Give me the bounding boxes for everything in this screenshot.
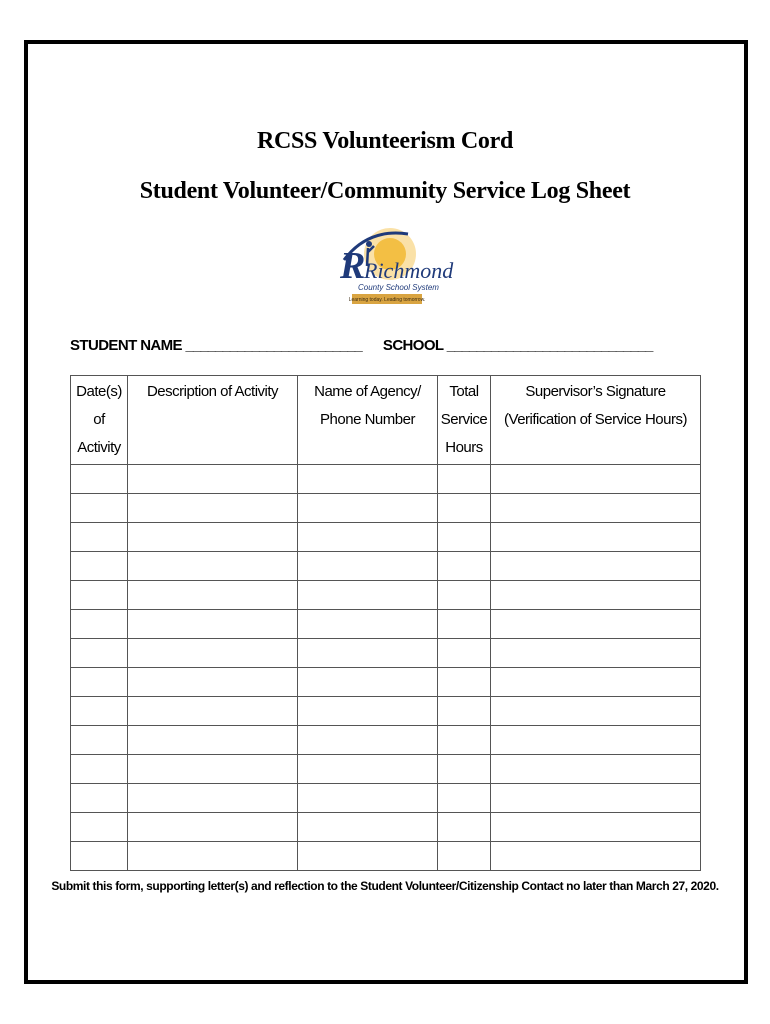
logo-tagline: County School System <box>358 283 439 292</box>
table-row <box>71 726 701 755</box>
cell-agency[interactable] <box>298 552 438 581</box>
cell-agency[interactable] <box>298 610 438 639</box>
cell-hours[interactable] <box>438 755 491 784</box>
school-field[interactable]: ____________________________ <box>446 337 653 354</box>
cell-signature[interactable] <box>491 610 701 639</box>
cell-agency[interactable] <box>298 523 438 552</box>
cell-description[interactable] <box>128 784 298 813</box>
cell-agency[interactable] <box>298 639 438 668</box>
cell-description[interactable] <box>128 755 298 784</box>
cell-description[interactable] <box>128 697 298 726</box>
cell-signature[interactable] <box>491 494 701 523</box>
cell-signature[interactable] <box>491 842 701 871</box>
cell-hours[interactable] <box>438 523 491 552</box>
school-label: SCHOOL <box>382 337 444 354</box>
cell-date[interactable] <box>71 813 128 842</box>
cell-date[interactable] <box>71 784 128 813</box>
cell-date[interactable] <box>71 610 128 639</box>
logo-motto: Learning today. Leading tomorrow. <box>348 297 426 303</box>
page-title: RCSS Volunteerism Cord <box>256 128 514 154</box>
cell-description[interactable] <box>128 552 298 581</box>
cell-description[interactable] <box>128 494 298 523</box>
cell-hours[interactable] <box>438 465 491 494</box>
cell-signature[interactable] <box>491 726 701 755</box>
page-subtitle: Student Volunteer/Community Service Log Sheet <box>139 178 631 204</box>
cell-description[interactable] <box>128 813 298 842</box>
cell-description[interactable] <box>128 610 298 639</box>
col-header-description: Description of Activity <box>128 376 298 465</box>
cell-agency[interactable] <box>298 813 438 842</box>
cell-signature[interactable] <box>491 668 701 697</box>
cell-agency[interactable] <box>298 494 438 523</box>
cell-hours[interactable] <box>438 842 491 871</box>
cell-date[interactable] <box>71 581 128 610</box>
cell-date[interactable] <box>71 697 128 726</box>
cell-description[interactable] <box>128 581 298 610</box>
cell-date[interactable] <box>71 494 128 523</box>
cell-hours[interactable] <box>438 668 491 697</box>
cell-signature[interactable] <box>491 465 701 494</box>
cell-signature[interactable] <box>491 784 701 813</box>
student-name-field[interactable]: ________________________ <box>185 337 362 354</box>
cell-agency[interactable] <box>298 581 438 610</box>
cell-description[interactable] <box>128 465 298 494</box>
cell-signature[interactable] <box>491 581 701 610</box>
student-info-line <box>70 337 652 354</box>
cell-signature[interactable] <box>491 755 701 784</box>
table-row <box>71 755 701 784</box>
cell-signature[interactable] <box>491 523 701 552</box>
table-row <box>71 842 701 871</box>
cell-date[interactable] <box>71 842 128 871</box>
logo-brand-text: Richmond <box>364 258 454 283</box>
cell-agency[interactable] <box>298 755 438 784</box>
table-body <box>71 465 701 871</box>
col-header-agency: Name of Agency/ Phone Number <box>298 376 438 465</box>
cell-hours[interactable] <box>438 552 491 581</box>
table-row <box>71 523 701 552</box>
cell-date[interactable] <box>71 639 128 668</box>
col-header-hours: Total Service Hours <box>438 376 491 465</box>
cell-hours[interactable] <box>438 494 491 523</box>
table-row <box>71 610 701 639</box>
student-name-label: STUDENT NAME <box>70 337 182 354</box>
cell-hours[interactable] <box>438 726 491 755</box>
cell-description[interactable] <box>128 842 298 871</box>
col-header-signature: Supervisor’s Signature (Verification of Service Hours) <box>491 376 701 465</box>
cell-agency[interactable] <box>298 465 438 494</box>
table-row <box>71 784 701 813</box>
table-row <box>71 494 701 523</box>
service-log-table <box>70 375 701 871</box>
cell-description[interactable] <box>128 668 298 697</box>
cell-signature[interactable] <box>491 639 701 668</box>
cell-hours[interactable] <box>438 581 491 610</box>
table-row <box>71 697 701 726</box>
table-row <box>71 552 701 581</box>
table-row <box>71 465 701 494</box>
cell-hours[interactable] <box>438 813 491 842</box>
cell-agency[interactable] <box>298 697 438 726</box>
cell-date[interactable] <box>71 726 128 755</box>
cell-signature[interactable] <box>491 813 701 842</box>
cell-agency[interactable] <box>298 784 438 813</box>
table-row <box>71 639 701 668</box>
cell-date[interactable] <box>71 668 128 697</box>
cell-description[interactable] <box>128 639 298 668</box>
cell-signature[interactable] <box>491 552 701 581</box>
cell-description[interactable] <box>128 523 298 552</box>
cell-hours[interactable] <box>438 610 491 639</box>
cell-hours[interactable] <box>438 784 491 813</box>
col-header-dates: Date(s) of Activity <box>71 376 128 465</box>
table-row <box>71 581 701 610</box>
cell-date[interactable] <box>71 465 128 494</box>
richmond-county-logo <box>338 220 454 312</box>
table-row <box>71 668 701 697</box>
svg-text:R: R <box>340 245 366 287</box>
table-header-row <box>71 376 701 465</box>
cell-description[interactable] <box>128 726 298 755</box>
table-row <box>71 813 701 842</box>
cell-date[interactable] <box>71 552 128 581</box>
cell-agency[interactable] <box>298 726 438 755</box>
cell-agency[interactable] <box>298 842 438 871</box>
cell-hours[interactable] <box>438 639 491 668</box>
cell-date[interactable] <box>71 523 128 552</box>
cell-signature[interactable] <box>491 697 701 726</box>
cell-hours[interactable] <box>438 697 491 726</box>
submission-note: Submit this form, supporting letter(s) and reflection to the Student Volunteer/Citizenship Contact no later than March 27, 2020. <box>51 879 719 893</box>
cell-agency[interactable] <box>298 668 438 697</box>
cell-date[interactable] <box>71 755 128 784</box>
